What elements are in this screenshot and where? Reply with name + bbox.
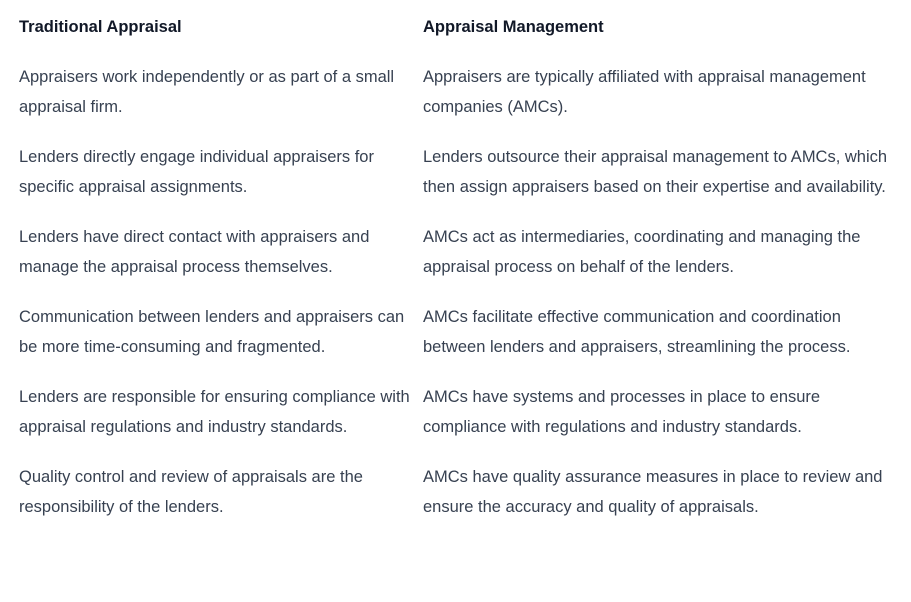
table-row xyxy=(19,222,905,282)
comparison-table xyxy=(19,12,905,542)
table-cell: AMCs act as intermediaries, coordinating and managing the appraisal process on behalf of the lenders. xyxy=(423,228,861,276)
table-cell: Quality control and review of appraisals are the responsibility of the lenders. xyxy=(19,468,363,516)
table-cell: Lenders are responsible for ensuring compliance with appraisal regulations and industry standards. xyxy=(19,388,410,436)
table-row xyxy=(19,382,905,442)
table-row xyxy=(19,62,905,122)
table-cell: Lenders have direct contact with appraisers and manage the appraisal process themselves. xyxy=(19,228,370,276)
table-cell: Lenders directly engage individual appraisers for specific appraisal assignments. xyxy=(19,148,374,196)
table-cell: AMCs have systems and processes in place to ensure compliance with regulations and industry standards. xyxy=(423,388,821,436)
table-header-row xyxy=(19,12,905,42)
table-row xyxy=(19,302,905,362)
header-traditional-appraisal: Traditional Appraisal xyxy=(19,18,182,36)
table-cell: AMCs facilitate effective communication and coordination between lenders and appraisers, streamlining the process. xyxy=(423,308,851,356)
table-cell: AMCs have quality assurance measures in place to review and ensure the accuracy and quality of appraisals. xyxy=(423,468,883,516)
table-row xyxy=(19,142,905,202)
header-appraisal-management: Appraisal Management xyxy=(423,18,604,36)
table-cell: Lenders outsource their appraisal management to AMCs, which then assign appraisers based on their expertise and availability. xyxy=(423,148,888,196)
table-row xyxy=(19,462,905,522)
table-cell: Appraisers work independently or as part of a small appraisal firm. xyxy=(19,68,395,116)
table-cell: Communication between lenders and appraisers can be more time-consuming and fragmented. xyxy=(19,308,405,356)
table-cell: Appraisers are typically affiliated with appraisal management companies (AMCs). xyxy=(423,68,866,116)
